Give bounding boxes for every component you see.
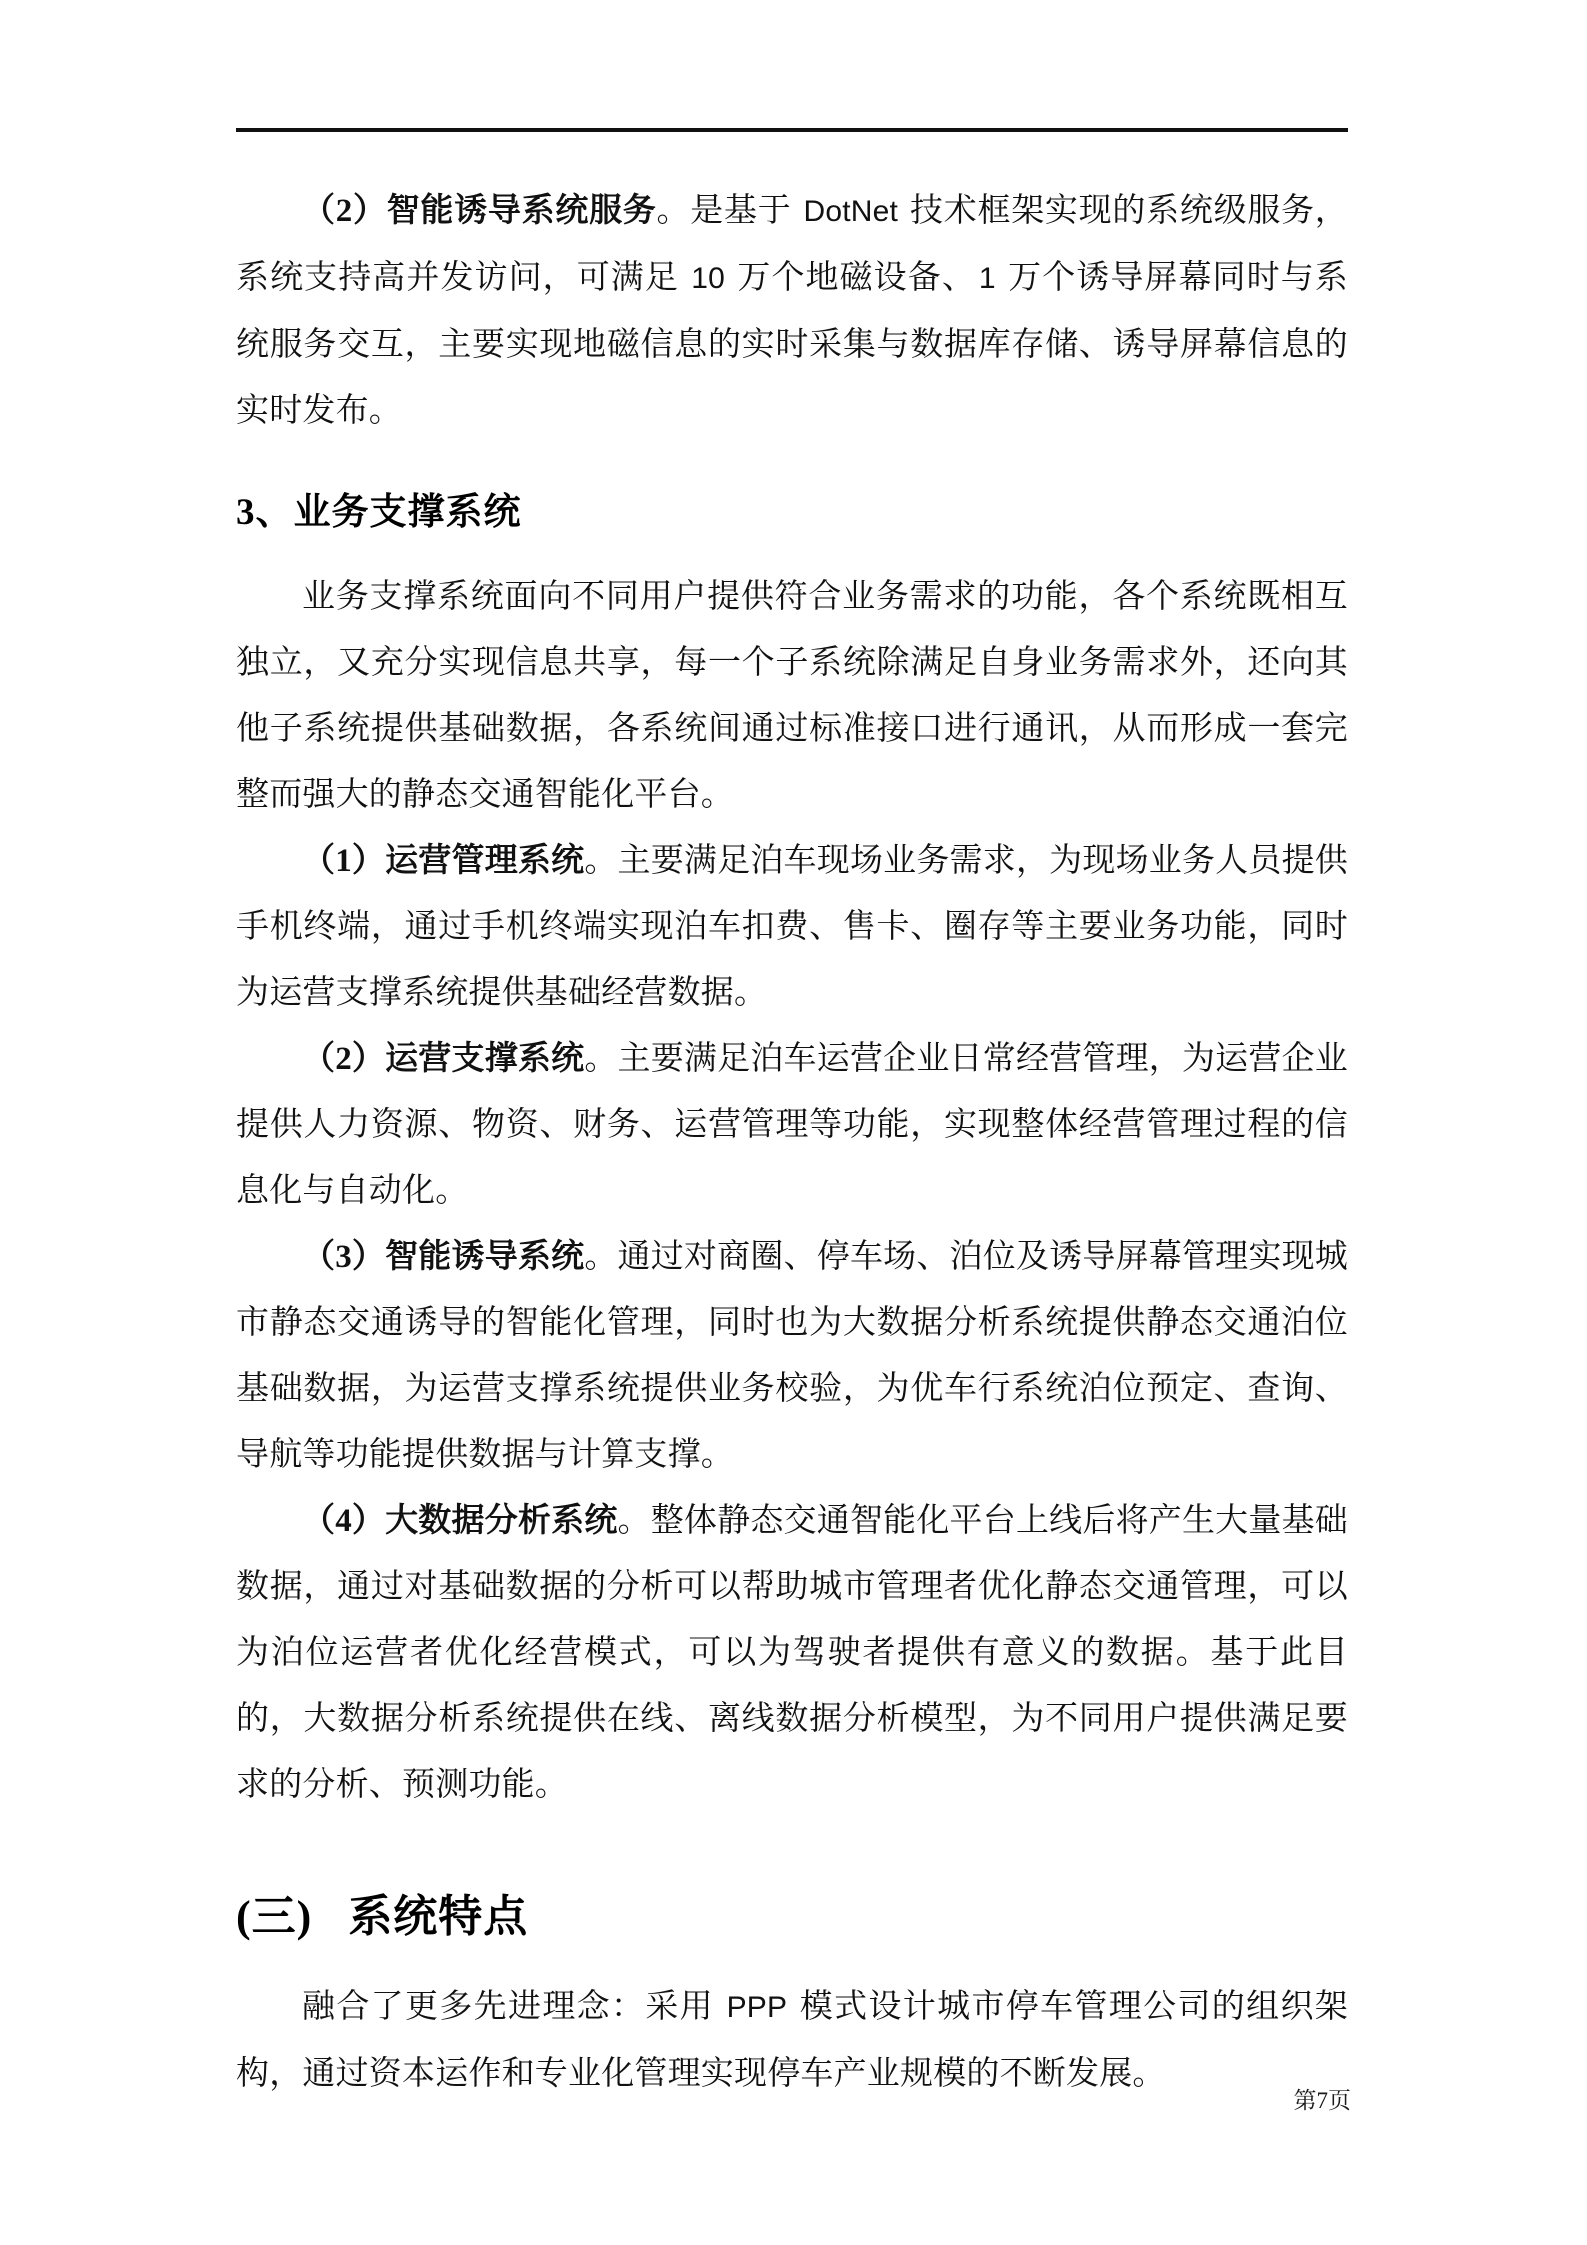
runin-label-item-1: （1）运营管理系统 xyxy=(302,843,585,879)
paragraph-business-support-overview: 业务支撑系统面向不同用户提供符合业务需求的功能，各个系统既相互独立，又充分实现信息共享，每一个子系统除满足自身业务需求外，还向其他子系统提供基础数据，各系统间通过标准接口进行通讯，从而形成一套完整而强大的静态交通智能化平台。 xyxy=(236,579,1348,813)
paragraph-text-part-c: 万个地磁设备、 xyxy=(728,260,976,296)
heading-business-support-system: 3、业务支撑系统 xyxy=(236,492,522,533)
tech-name-dotnet: DotNet xyxy=(803,195,899,228)
heading-section-title: 系统特点 xyxy=(348,1892,529,1941)
heading-section-marker: (三) xyxy=(236,1892,313,1941)
paragraph-item-operations-management xyxy=(236,828,1348,1026)
runin-label-item-4: （4）大数据分析系统 xyxy=(302,1503,618,1539)
paragraph-text-part-b: 技术框架实现的系统级服务，系统支持高并发访问，可满足 xyxy=(236,193,1348,296)
paragraph-item-big-data-analysis xyxy=(236,1488,1348,1818)
paragraph-text-part-d: 万个诱导屏幕同时与系统服务交互，主要实现地磁信息的实时采集与数据库存储、诱导屏幕信息的实时发布。 xyxy=(236,260,1348,429)
features-text-part-a: 融合了更多先进理念：采用 xyxy=(302,1989,724,2025)
number-guidance-screens: 1 xyxy=(978,262,996,295)
item-2-body-text: 。主要满足泊车运营企业日常经营管理，为运营企业提供人力资源、物资、财务、运营管理等功能，实现整体经营管理过程的信息化与自动化。 xyxy=(236,1041,1348,1209)
page-footer xyxy=(239,2085,1351,2117)
heading-system-features xyxy=(236,1884,1348,1950)
header-rule-divider xyxy=(236,128,1348,132)
runin-label-item-3: （3）智能诱导系统 xyxy=(302,1239,585,1275)
item-4-body-text: 。整体静态交通智能化平台上线后将产生大量基础数据，通过对基础数据的分析可以帮助城市管理者优化静态交通管理，可以为泊位运营者优化经营模式，可以为驾驶者提供有意义的数据。基于此目的，大数据分析系统提供在线、离线数据分析模型，为不同用户提供满足要求的分析、预测功能。 xyxy=(236,1503,1348,1803)
paragraph-text-part-a: 。是基于 xyxy=(656,193,801,229)
page-content-area xyxy=(236,128,1348,2107)
number-geomagnetic-devices: 10 xyxy=(691,262,726,295)
runin-label-guidance-service: （2）智能诱导系统服务 xyxy=(302,193,657,229)
item-3-body-text: 。通过对商圈、停车场、泊位及诱导屏幕管理实现城市静态交通诱导的智能化管理，同时也为大数据分析系统提供静态交通泊位基础数据，为运营支撑系统提供业务校验，为优车行系统泊位预定、查询、导航等功能提供数据与计算支撑。 xyxy=(236,1239,1348,1473)
page-number-label: 第7页 xyxy=(1293,2088,1351,2113)
features-text-part-b: 模式设计城市停车管理公司的组织架构，通过资本运作和专业化管理实现停车产业规模的不断发展。 xyxy=(236,1989,1348,2092)
runin-label-item-2: （2）运营支撑系统 xyxy=(302,1041,585,1077)
term-ppp-model: PPP xyxy=(726,1991,788,2024)
paragraph-item-intelligent-guidance xyxy=(236,1224,1348,1488)
item-1-body-text: 。主要满足泊车现场业务需求，为现场业务人员提供手机终端，通过手机终端实现泊车扣费、售卡、圈存等主要业务功能，同时为运营支撑系统提供基础经营数据。 xyxy=(236,843,1348,1011)
paragraph-intelligent-guidance-service xyxy=(236,178,1348,444)
paragraph-item-operations-support xyxy=(236,1026,1348,1224)
